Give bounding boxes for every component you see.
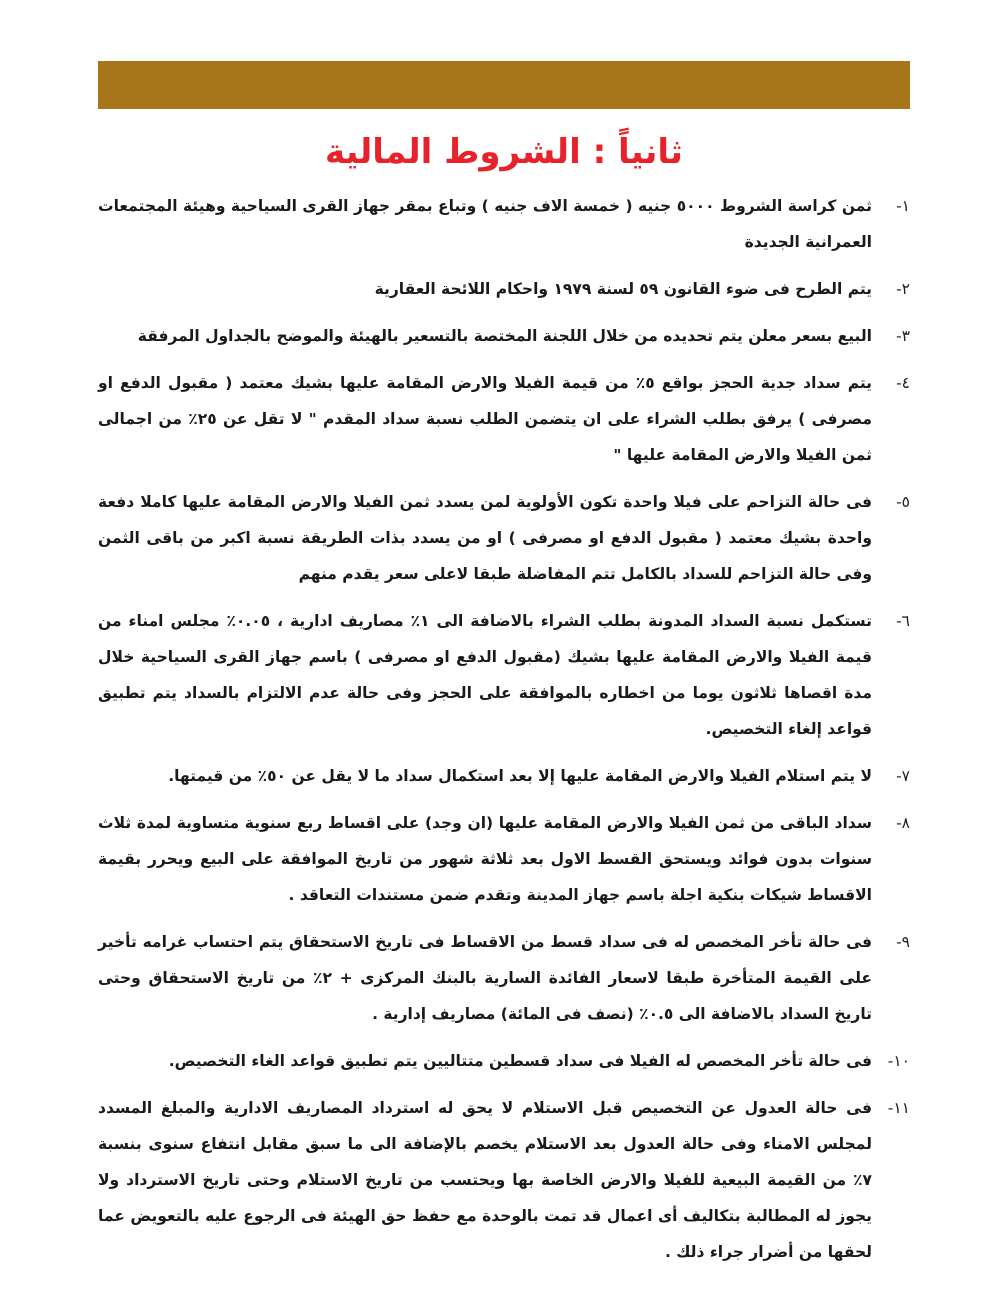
term-text: يتم الطرح فى ضوء القانون ٥٩ لسنة ١٩٧٩ واحكام اللائحة العقارية [374,280,872,298]
term-text: يتم سداد جدية الحجز بواقع ٥٪ من قيمة الفيلا والارض المقامة عليها بشيك معتمد ( مقبول الدفع او مصرفى ) يرفق بطلب الشراء على ان يتضمن الطلب نسبة سداد المقدم " لا تقل عن ٢٥٪ من اجمالى ثمن الفيلا والارض المقامة عليها " [98,374,872,464]
term-item-10 [98,1043,910,1079]
term-text: فى حالة تأخر المخصص له الفيلا فى سداد قسطين متتاليين يتم تطبيق قواعد الغاء التخصيص. [168,1052,872,1070]
term-number: ١- [896,197,910,215]
term-text: لا يتم استلام الفيلا والارض المقامة عليها إلا بعد استكمال سداد ما لا يقل عن ٥٠٪ من قيمتها. [168,767,872,785]
term-number: ٧- [896,767,910,785]
term-item-5 [98,484,910,592]
term-number: ٩- [896,933,910,951]
term-item-8 [98,805,910,913]
term-number: ٢- [896,280,910,298]
term-text: ثمن كراسة الشروط ٥٠٠٠ جنيه ( خمسة الاف جنيه ) وتباع بمقر جهاز القرى السياحية وهيئة المجتمعات العمرانية الجديدة [98,197,872,251]
term-item-9 [98,924,910,1032]
term-number: ٨- [896,814,910,832]
term-item-4 [98,365,910,473]
term-number: ٤- [896,374,910,392]
term-text: سداد الباقى من ثمن الفيلا والارض المقامة عليها (ان وجد) على اقساط ربع سنوية متساوية لمدة ثلاث سنوات بدون فوائد ويستحق القسط الاول بعد ثلاثة شهور من تاريخ الموافقة على البيع ويحرر بقيمة الاقساط شيكات بنكية اجلة باسم جهاز المدينة وتقدم ضمن مستندات التعاقد . [98,814,872,904]
term-item-7 [98,758,910,794]
term-text: تستكمل نسبة السداد المدونة بطلب الشراء بالاضافة الى ١٪ مصاريف ادارية ، ٠.٠٥٪ مجلس امناء من قيمة الفيلا والارض المقامة عليها بشيك (مقبول الدفع او مصرفى ) باسم جهاز القرى السياحية خلال مدة اقصاها ثلاثون يوما من اخطاره بالموافقة على الحجز وفى حالة عدم الالتزام بالسداد يتم تطبيق قواعد إلغاء التخصيص. [98,612,872,738]
term-item-2 [98,271,910,307]
header-bar [98,61,910,109]
term-item-11 [98,1090,910,1270]
term-text: البيع بسعر معلن يتم تحديده من خلال اللجنة المختصة بالتسعير بالهيئة والموضح بالجداول المرفقة [137,327,872,345]
term-number: ٦- [896,612,910,630]
term-text: فى حالة العدول عن التخصيص قبل الاستلام لا يحق له استرداد المصاريف الادارية والمبلغ المسدد لمجلس الامناء وفى حالة العدول بعد الاستلام يخصم بالإضافة الى ما سبق مقابل انتفاع سنوى بنسبة ٧٪ من القيمة البيعية للفيلا والارض الخاصة بها ويحتسب من تاريخ الاستلام وحتى تاريخ الاسترداد ولا يجوز له المطالبة بتكاليف أى اعمال قد تمت بالوحدة مع حفظ حق الهيئة فى الرجوع عليه بالتعويض عما لحقها من أضرار جراء ذلك . [98,1099,872,1261]
term-number: ٥- [896,493,910,511]
term-text: فى حالة التزاحم على فيلا واحدة تكون الأولوية لمن يسدد ثمن الفيلا والارض المقامة عليها كاملا دفعة واحدة بشيك معتمد ( مقبول الدفع او مصرفى ) او من يسدد بذات الطريقة نسبة اكبر من باقى الثمن وفى حالة التزاحم للسداد بالكامل تتم المفاضلة طبقا لاعلى سعر يقدم منهم [98,493,872,583]
term-number: ١٠- [887,1052,910,1070]
term-item-6 [98,603,910,747]
financial-terms-list [98,188,910,1281]
term-number: ١١- [887,1099,910,1117]
page-title: ثانياً : الشروط المالية [325,132,683,172]
term-text: فى حالة تأخر المخصص له فى سداد قسط من الاقساط فى تاريخ الاستحقاق يتم احتساب غرامه تأخير على القيمة المتأخرة طبقا لاسعار الفائدة السارية بالبنك المركزى + ٢٪ من تاريخ الاستحقاق وحتى تاريخ السداد بالاضافة الى ٠.٥٪ (نصف فى المائة) مصاريف إدارية . [98,933,872,1023]
term-number: ٣- [896,327,910,345]
term-item-1 [98,188,910,260]
term-item-3 [98,318,910,354]
